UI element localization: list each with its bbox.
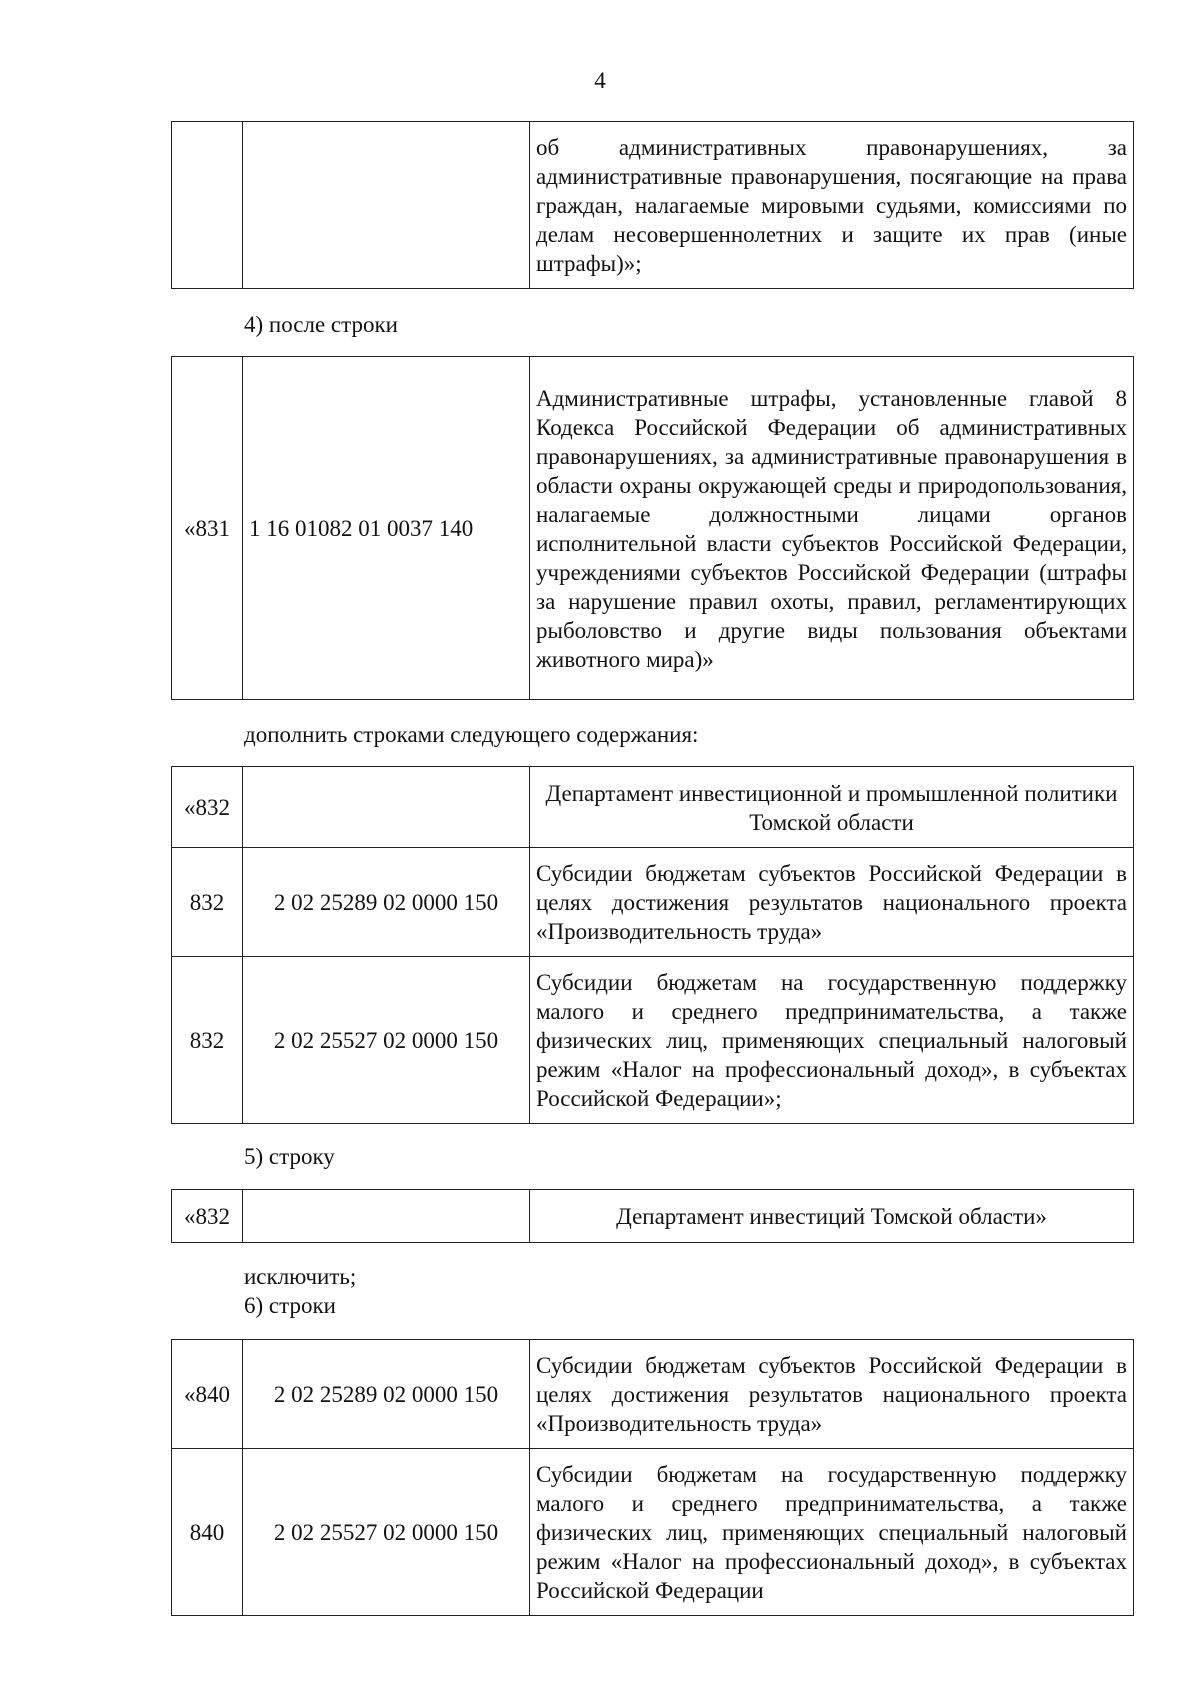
- table-new-rows-832: [171, 766, 1134, 1124]
- table-row: [172, 767, 1134, 848]
- kbk-cell: 2 02 25527 02 0000 150: [243, 1449, 530, 1616]
- row-code-cell: 840: [172, 1449, 243, 1616]
- row-code-cell: «840: [172, 1340, 243, 1449]
- kbk-cell: [243, 122, 530, 289]
- table-row: [172, 848, 1134, 957]
- row-code-cell: 832: [172, 957, 243, 1124]
- paragraph-item-6: 6) строки: [244, 1293, 336, 1318]
- kbk-cell: 2 02 25527 02 0000 150: [243, 957, 530, 1124]
- table-row: [172, 1190, 1134, 1243]
- table-rows-840: [171, 1339, 1134, 1616]
- row-code-cell: «831: [172, 357, 243, 700]
- description-cell: Субсидии бюджетам субъектов Российской Федерации в целях достижения результатов национального проекта «Производительность труда»: [530, 848, 1134, 957]
- description-cell: Субсидии бюджетам на государственную поддержку малого и среднего предпринимательства, а также физических лиц, применяющих специальный налоговый режим «Налог на профессиональный доход», в субъектах Российской Федерации: [530, 1449, 1134, 1616]
- row-code-cell: «832: [172, 767, 243, 848]
- paragraph-add-rows: дополнить строками следующего содержания:: [244, 722, 699, 747]
- paragraph-item-4: 4) после строки: [244, 312, 398, 337]
- department-cell: Департамент инвестиций Томской области»: [530, 1190, 1134, 1243]
- table-row: [172, 357, 1134, 700]
- page-number: 4: [594, 68, 606, 93]
- row-code-cell: [172, 122, 243, 289]
- table-row: [172, 122, 1134, 289]
- description-cell: Субсидии бюджетам субъектов Российской Федерации в целях достижения результатов национального проекта «Производительность труда»: [530, 1340, 1134, 1449]
- description-cell: Административные штрафы, установленные главой 8 Кодекса Российской Федерации об административных правонарушениях, за административные правонарушения в области охраны окружающей среды и природопользования, налагаемые должностными лицами органов исполнительной власти субъектов Российской Федерации, учреждениями субъектов Российской Федерации (штрафы за нарушение правил охоты, правил, регламентирующих рыболовство и другие виды пользования объектами животного мира)»: [530, 357, 1134, 700]
- row-code-cell: 832: [172, 848, 243, 957]
- kbk-cell: 2 02 25289 02 0000 150: [243, 848, 530, 957]
- paragraph-exclude: исключить;: [244, 1264, 357, 1289]
- department-cell: Департамент инвестиционной и промышленной политики Томской области: [530, 767, 1134, 848]
- table-row-832-remove: [171, 1189, 1134, 1243]
- table-row: [172, 1449, 1134, 1616]
- paragraph-item-5: 5) строку: [244, 1144, 335, 1169]
- table-row: [172, 957, 1134, 1124]
- description-cell: Субсидии бюджетам на государственную поддержку малого и среднего предпринимательства, а также физических лиц, применяющих специальный налоговый режим «Налог на профессиональный доход», в субъектах Российской Федерации»;: [530, 957, 1134, 1124]
- row-code-cell: «832: [172, 1190, 243, 1243]
- table-continuation: [171, 121, 1134, 289]
- description-cell: об административных правонарушениях, за административные правонарушения, посягающие на права граждан, налагаемые мировыми судьями, комиссиями по делам несовершеннолетних и защите их прав (иные штрафы)»;: [530, 122, 1134, 289]
- kbk-cell: 2 02 25289 02 0000 150: [243, 1340, 530, 1449]
- table-row: [172, 1340, 1134, 1449]
- table-row-831: [171, 356, 1134, 700]
- kbk-cell: [243, 767, 530, 848]
- kbk-cell: 1 16 01082 01 0037 140: [243, 357, 530, 700]
- kbk-cell: [243, 1190, 530, 1243]
